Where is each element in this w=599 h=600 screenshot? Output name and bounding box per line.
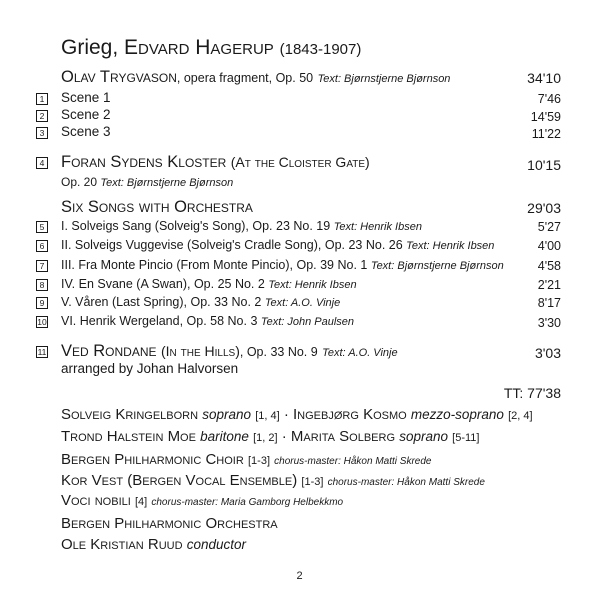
work-duration: 3'03 bbox=[534, 345, 561, 361]
track-duration: 14'59 bbox=[530, 110, 561, 124]
separator-dot: · bbox=[283, 406, 289, 423]
work-title: Foran Sydens Kloster bbox=[61, 153, 227, 171]
performer-line bbox=[61, 406, 533, 423]
performer-line bbox=[61, 428, 479, 445]
performer-role: soprano bbox=[399, 429, 448, 444]
work-title: Olav Trygvason bbox=[61, 68, 177, 86]
song-label: VI. Henrik Wergeland, Op. 58 No. 3 bbox=[61, 314, 258, 328]
arranger-credit: arranged by Johan Halvorsen bbox=[61, 361, 239, 376]
song-line bbox=[61, 219, 422, 233]
opus-number: Op. 20 bbox=[61, 175, 98, 189]
choir-name: Kor Vest (Bergen Vocal Ensemble) bbox=[61, 472, 298, 489]
composer-dates: (1843-1907) bbox=[279, 41, 362, 58]
song-label: II. Solveigs Vuggevise (Solveig's Cradle Song), Op. 23 No. 26 bbox=[61, 238, 403, 252]
performer-line bbox=[61, 451, 431, 468]
performer-name: Ingebjørg Kosmo bbox=[293, 406, 407, 423]
performer-role: baritone bbox=[200, 429, 249, 444]
performer-tracks: [2, 4] bbox=[508, 410, 533, 422]
song-label: IV. En Svane (A Swan), Op. 25 No. 2 bbox=[61, 277, 265, 291]
performer-line bbox=[61, 492, 343, 509]
performer-tracks: [1, 2] bbox=[253, 432, 278, 444]
total-time: TT: 77'38 bbox=[503, 385, 561, 401]
song-line bbox=[61, 277, 357, 291]
work-duration: 10'15 bbox=[527, 157, 561, 173]
work-olav-trygvason bbox=[61, 68, 450, 87]
track-number-badge: 3 bbox=[36, 127, 48, 139]
text-credit: Text: Henrik Ibsen bbox=[268, 279, 357, 291]
track-number-badge: 4 bbox=[36, 157, 48, 169]
track-label: Scene 1 bbox=[61, 90, 111, 105]
performer-tracks: [4] bbox=[134, 496, 148, 508]
chorus-master: chorus-master: Maria Gamborg Helbekkmo bbox=[151, 497, 344, 508]
orchestra-name: Bergen Philharmonic Orchestra bbox=[61, 515, 278, 532]
work-foran-sydens-kloster bbox=[61, 153, 370, 172]
track-number-badge: 8 bbox=[36, 279, 48, 291]
track-duration: 11'22 bbox=[531, 127, 561, 141]
work-ved-rondane bbox=[61, 342, 398, 361]
performer-tracks: [1-3] bbox=[247, 455, 270, 467]
text-credit: Text: Henrik Ibsen bbox=[406, 240, 495, 252]
work-description: , opera fragment, Op. 50 bbox=[176, 71, 314, 85]
work-duration: 29'03 bbox=[527, 200, 561, 216]
orchestra-line bbox=[61, 515, 278, 532]
performer-tracks: [1-3] bbox=[301, 476, 324, 488]
track-number-badge: 10 bbox=[37, 317, 47, 327]
track-number-badge: 6 bbox=[36, 240, 48, 252]
song-line bbox=[61, 258, 504, 272]
song-line bbox=[61, 238, 494, 252]
work-description: , Op. 33 No. 9 bbox=[239, 345, 318, 359]
conductor-line bbox=[61, 536, 246, 553]
track-number-badge: 7 bbox=[36, 260, 48, 272]
track-number-badge: 5 bbox=[36, 221, 48, 233]
song-line bbox=[61, 295, 340, 309]
performer-name: Marita Solberg bbox=[290, 428, 396, 445]
chorus-master: chorus-master: Håkon Matti Skrede bbox=[274, 456, 432, 467]
performer-line bbox=[61, 472, 485, 489]
work-subline bbox=[61, 175, 233, 189]
track-duration: 8'17 bbox=[537, 296, 561, 310]
track-label: Scene 3 bbox=[61, 124, 111, 139]
performer-role: soprano bbox=[202, 407, 252, 422]
composer-heading bbox=[61, 36, 361, 60]
track-label: Scene 2 bbox=[61, 107, 111, 122]
text-credit: Text: A.O. Vinje bbox=[264, 297, 341, 309]
choir-name: Voci nobili bbox=[61, 492, 131, 509]
page-number: 2 bbox=[296, 570, 303, 582]
track-number-badge: 2 bbox=[36, 110, 48, 122]
track-duration: 7'46 bbox=[537, 92, 561, 106]
conductor-name: Ole Kristian Ruud bbox=[61, 536, 183, 553]
performer-name: Solveig Kringelborn bbox=[61, 406, 199, 423]
chorus-master: chorus-master: Håkon Matti Skrede bbox=[327, 477, 485, 488]
work-title: Ved Rondane bbox=[61, 342, 157, 360]
track-duration: 4'00 bbox=[537, 239, 561, 253]
work-title-translation: (In the Hills) bbox=[160, 343, 240, 359]
text-credit: Text: A.O. Vinje bbox=[322, 347, 398, 359]
song-label: V. Våren (Last Spring), Op. 33 No. 2 bbox=[61, 295, 262, 309]
text-credit: Text: John Paulsen bbox=[260, 316, 355, 328]
track-duration: 4'58 bbox=[537, 259, 561, 273]
performer-name: Trond Halstein Moe bbox=[61, 428, 196, 445]
performer-tracks: [1, 4] bbox=[255, 410, 280, 422]
track-number-badge: 9 bbox=[36, 297, 48, 309]
track-duration: 3'30 bbox=[537, 316, 561, 330]
conductor-role: conductor bbox=[186, 537, 246, 552]
work-title-translation: (At the Cloister Gate) bbox=[230, 154, 370, 170]
song-label: I. Solveigs Sang (Solveig's Song), Op. 23 No. 19 bbox=[61, 219, 331, 233]
track-duration: 5'27 bbox=[537, 220, 561, 234]
composer-given-names: Edvard Hagerup bbox=[124, 36, 274, 59]
text-credit: Text: Henrik Ibsen bbox=[333, 221, 422, 233]
text-credit: Text: Bjørnstjerne Bjørnson bbox=[100, 177, 234, 189]
song-line bbox=[61, 314, 354, 328]
work-six-songs-title: Six Songs with Orchestra bbox=[61, 198, 253, 216]
track-duration: 2'21 bbox=[537, 278, 561, 292]
text-credit: Text: Bjørnstjerne Bjørnson bbox=[317, 73, 451, 85]
track-number-badge: 11 bbox=[37, 347, 47, 357]
song-label: III. Fra Monte Pincio (From Monte Pincio), Op. 39 No. 1 bbox=[61, 258, 368, 272]
track-number-badge: 1 bbox=[36, 93, 48, 105]
separator-dot: · bbox=[281, 428, 287, 445]
performer-tracks: [5-11] bbox=[452, 432, 480, 444]
work-duration: 34'10 bbox=[527, 70, 561, 86]
text-credit: Text: Bjørnstjerne Bjørnson bbox=[370, 260, 504, 272]
performer-role: mezzo-soprano bbox=[410, 407, 504, 422]
choir-name: Bergen Philharmonic Choir bbox=[61, 451, 244, 468]
composer-surname: Grieg, bbox=[61, 36, 119, 59]
